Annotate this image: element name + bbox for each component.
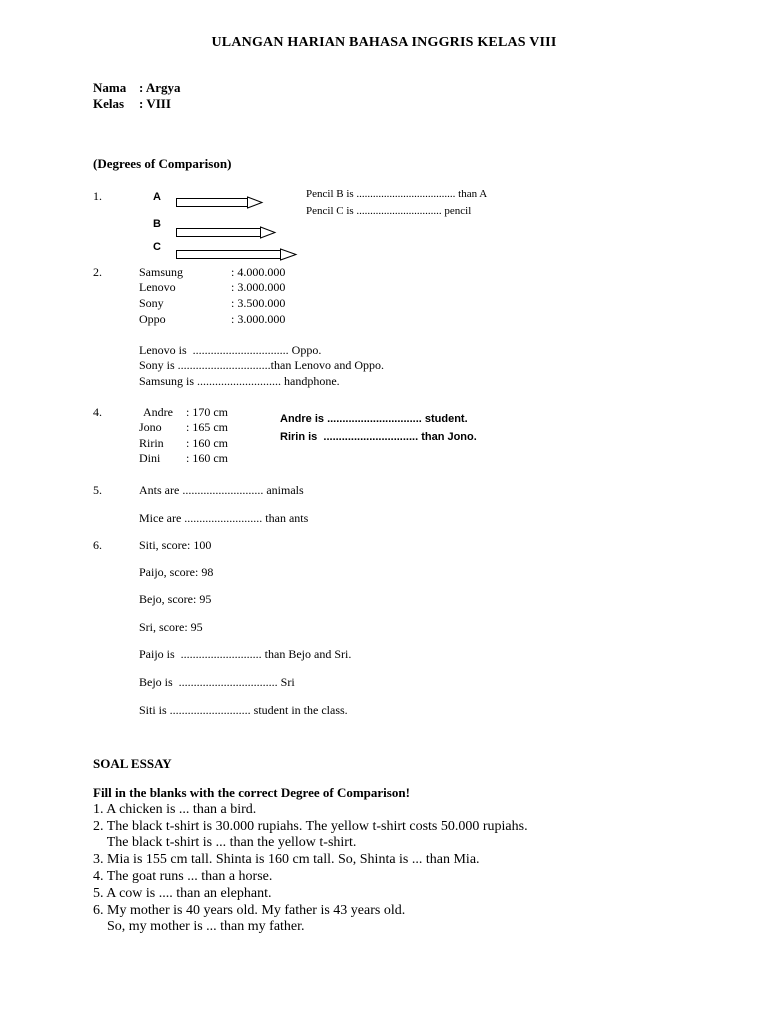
name-value: : Argya <box>139 80 181 95</box>
brand-price: : 3.500.000 <box>231 296 286 310</box>
essay-line: 1. A chicken is ... than a bird. <box>93 802 257 817</box>
q6-line: Siti is ........................... student in the class. <box>139 703 348 717</box>
pencil-label-a: A <box>153 191 161 203</box>
question-1-number: 1. <box>93 189 102 203</box>
person-height: : 160 cm <box>186 436 228 450</box>
question-4-number: 4. <box>93 405 102 419</box>
person-height: : 160 cm <box>186 451 228 465</box>
q1-line-1: Pencil B is .................................... than A <box>306 188 488 200</box>
person-height: : 165 cm <box>186 420 228 434</box>
person-name: Ririn <box>139 436 164 450</box>
person-name: Jono <box>139 420 162 434</box>
q2-line-3: Samsung is ............................ handphone. <box>139 374 340 388</box>
brand-name: Samsung <box>139 265 184 279</box>
essay-line: 6. My mother is 40 years old. My father is 43 years old. <box>93 903 406 918</box>
essay-line: 3. Mia is 155 cm tall. Shinta is 160 cm tall. So, Shinta is ... than Mia. <box>93 852 480 867</box>
brand-name: Sony <box>139 296 164 310</box>
q6-line: Paijo is ........................... than Bejo and Sri. <box>139 647 352 661</box>
q4-line-1: Andre is ............................... student. <box>280 413 468 425</box>
person-name: Dini <box>139 451 161 465</box>
pencil-label-c: C <box>153 241 161 253</box>
pencil-a-icon <box>176 196 266 210</box>
brand-price: : 3.000.000 <box>231 280 286 294</box>
brand-price: : 3.000.000 <box>231 312 286 326</box>
q2-line-1: Lenovo is ................................ Oppo. <box>139 343 322 357</box>
q5-line-1: Ants are ........................... animals <box>139 483 304 497</box>
brand-price: : 4.000.000 <box>231 265 286 279</box>
essay-heading: SOAL ESSAY <box>93 756 172 771</box>
q1-line-2: Pencil C is ............................... pencil <box>306 205 472 217</box>
person-name: Andre <box>143 405 173 419</box>
pencil-c-icon <box>176 248 300 262</box>
essay-line: 2. The black t-shirt is 30.000 rupiahs. The yellow t-shirt costs 50.000 rupiahs. <box>93 819 528 834</box>
q6-line: Bejo, score: 95 <box>139 592 212 606</box>
q4-line-2: Ririn is ............................... than Jono. <box>280 431 477 443</box>
q6-line: Sri, score: 95 <box>139 620 203 634</box>
name-label: Nama <box>93 80 127 95</box>
pencil-b-icon <box>176 226 280 240</box>
q6-line: Siti, score: 100 <box>139 538 212 552</box>
essay-instruction: Fill in the blanks with the correct Degree of Comparison! <box>93 785 410 800</box>
essay-line: So, my mother is ... than my father. <box>93 919 305 934</box>
q5-line-2: Mice are .......................... than ants <box>139 511 309 525</box>
question-2-number: 2. <box>93 265 102 279</box>
q6-line: Bejo is ................................. Sri <box>139 675 295 689</box>
section-title: (Degrees of Comparison) <box>93 156 232 171</box>
brand-name: Lenovo <box>139 280 176 294</box>
person-height: : 170 cm <box>186 405 228 419</box>
class-value: : VIII <box>139 96 171 111</box>
q2-line-2: Sony is ...............................than Lenovo and Oppo. <box>139 358 384 372</box>
q6-line: Paijo, score: 98 <box>139 565 214 579</box>
essay-line: 5. A cow is .... than an elephant. <box>93 886 272 901</box>
brand-name: Oppo <box>139 312 166 326</box>
class-label: Kelas <box>93 96 125 111</box>
pencil-label-b: B <box>153 218 161 230</box>
essay-line: The black t-shirt is ... than the yellow t-shirt. <box>93 835 357 850</box>
page-title: ULANGAN HARIAN BAHASA INGGRIS KELAS VIII <box>211 35 557 50</box>
question-6-number: 6. <box>93 538 102 552</box>
essay-line: 4. The goat runs ... than a horse. <box>93 869 273 884</box>
question-5-number: 5. <box>93 483 102 497</box>
